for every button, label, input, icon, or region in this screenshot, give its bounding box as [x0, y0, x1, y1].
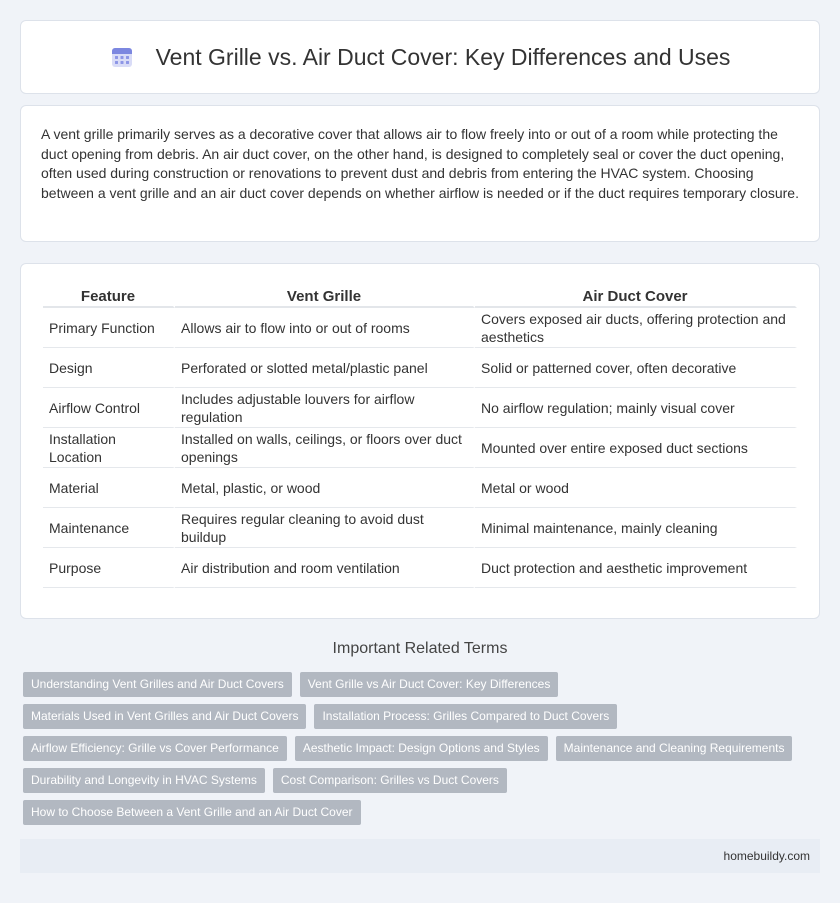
column-header-vent-grille: Vent Grille: [175, 284, 475, 308]
tag-row: [23, 672, 823, 697]
footer: [20, 839, 820, 873]
table-cell: Metal, plastic, or wood: [175, 468, 475, 508]
table-cell: Includes adjustable louvers for airflow regulation: [175, 388, 475, 428]
related-term-tag[interactable]: Understanding Vent Grilles and Air Duct Covers: [23, 672, 292, 697]
related-term-tag[interactable]: Cost Comparison: Grilles vs Duct Covers: [273, 768, 507, 793]
table-row: [43, 308, 797, 348]
intro-card: [20, 105, 820, 242]
column-header-feature: Feature: [43, 284, 175, 308]
table-row: [43, 508, 797, 548]
table-row: [43, 348, 797, 388]
table-row: [43, 388, 797, 428]
table-cell: Requires regular cleaning to avoid dust buildup: [175, 508, 475, 548]
table-cell: Solid or patterned cover, often decorative: [475, 348, 797, 388]
table-cell: Metal or wood: [475, 468, 797, 508]
related-term-tag[interactable]: Airflow Efficiency: Grille vs Cover Performance: [23, 736, 287, 761]
table-cell: Air distribution and room ventilation: [175, 548, 475, 588]
table-cell: Installation Location: [43, 428, 175, 468]
comparison-table-card: [20, 263, 820, 619]
tag-row: [23, 768, 823, 793]
table-cell: Airflow Control: [43, 388, 175, 428]
related-terms-tags: [23, 672, 823, 832]
title-wrap: [110, 44, 731, 71]
related-term-tag[interactable]: How to Choose Between a Vent Grille and an Air Duct Cover: [23, 800, 361, 825]
table-cell: Allows air to flow into or out of rooms: [175, 308, 475, 348]
column-header-air-duct-cover: Air Duct Cover: [475, 284, 797, 308]
table-cell: Material: [43, 468, 175, 508]
related-terms-heading: Important Related Terms: [332, 640, 508, 657]
table-header-row: [43, 284, 797, 308]
page-title: Vent Grille vs. Air Duct Cover: Key Differences and Uses: [155, 43, 731, 70]
footer-site-link[interactable]: homebuildy.com: [723, 849, 810, 863]
comparison-table: [43, 284, 797, 588]
intro-paragraph: A vent grille primarily serves as a decorative cover that allows air to flow freely into or out of a room while protecting the duct opening from debris. An air duct cover, on the other hand, is designed to completely seal or cover the duct opening, often used during construction or renovations to prevent dust and debris from entering the HVAC system. Choosing between a vent grille and an air duct cover depends on whether airflow is needed or if the duct requires temporary closure.: [41, 126, 799, 201]
table-cell: Primary Function: [43, 308, 175, 348]
table-cell: Design: [43, 348, 175, 388]
related-term-tag[interactable]: Materials Used in Vent Grilles and Air Duct Covers: [23, 704, 306, 729]
table-row: [43, 468, 797, 508]
table-cell: Purpose: [43, 548, 175, 588]
tag-row: [23, 736, 823, 761]
table-row: [43, 548, 797, 588]
table-row: [43, 428, 797, 468]
tag-row: [23, 800, 823, 825]
table-cell: Duct protection and aesthetic improvement: [475, 548, 797, 588]
related-term-tag[interactable]: Durability and Longevity in HVAC Systems: [23, 768, 265, 793]
table-cell: Perforated or slotted metal/plastic panel: [175, 348, 475, 388]
related-term-tag[interactable]: Installation Process: Grilles Compared to Duct Covers: [314, 704, 617, 729]
table-cell: Installed on walls, ceilings, or floors over duct openings: [175, 428, 475, 468]
table-cell: Maintenance: [43, 508, 175, 548]
related-term-tag[interactable]: Maintenance and Cleaning Requirements: [556, 736, 793, 761]
calendar-icon: [110, 45, 134, 69]
table-cell: No airflow regulation; mainly visual cover: [475, 388, 797, 428]
table-cell: Mounted over entire exposed duct sections: [475, 428, 797, 468]
table-cell: Covers exposed air ducts, offering protection and aesthetics: [475, 308, 797, 348]
related-term-tag[interactable]: Vent Grille vs Air Duct Cover: Key Differences: [300, 672, 559, 697]
related-term-tag[interactable]: Aesthetic Impact: Design Options and Styles: [295, 736, 548, 761]
table-cell: Minimal maintenance, mainly cleaning: [475, 508, 797, 548]
tag-row: [23, 704, 823, 729]
header-card: [20, 20, 820, 94]
